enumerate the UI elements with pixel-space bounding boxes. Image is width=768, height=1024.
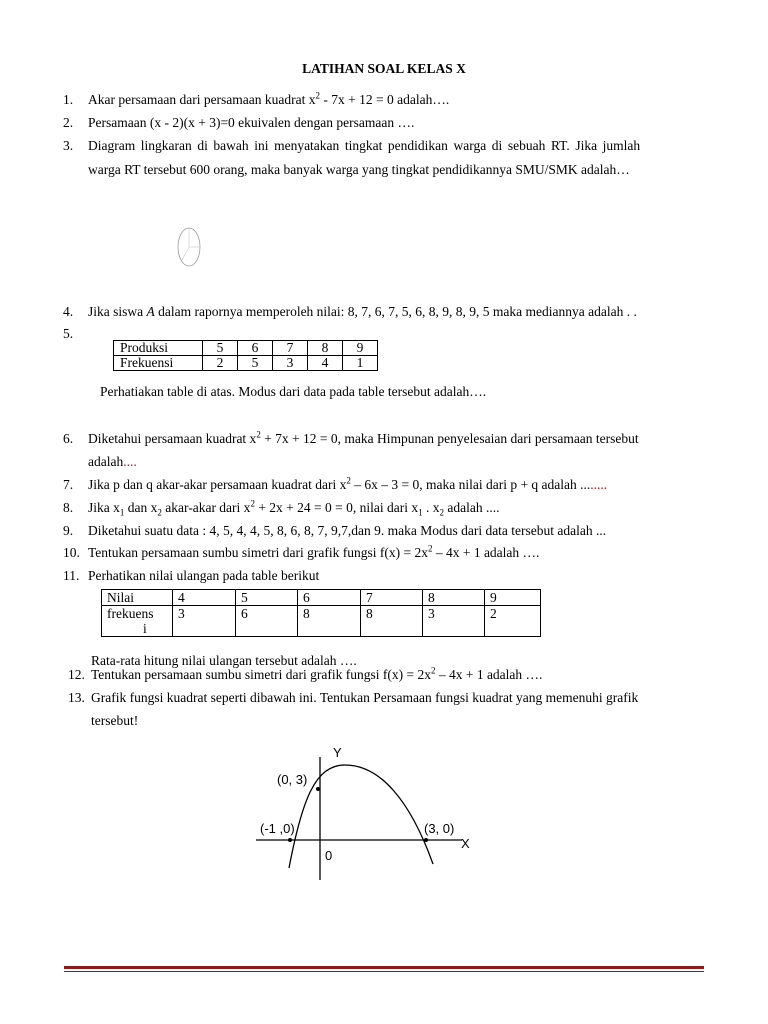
point-marker — [316, 787, 320, 791]
q10-text: Tentukan persamaan sumbu simetri dari grafik fungsi $f(x) = 2x^2 - 4x + 1$ adalah …. — [88, 543, 540, 560]
q1-number: 1. — [63, 92, 74, 107]
table-cell: 6 — [238, 341, 273, 356]
table-header-cell: Produksi — [114, 341, 203, 356]
q5-note: Perhatiakan table di atas. Modus dari data pada table tersebut adalah…. — [100, 384, 487, 399]
table-cell: 1 — [343, 356, 378, 371]
table-cell: 8 — [308, 341, 343, 356]
table-row — [114, 341, 378, 356]
point-marker — [424, 838, 428, 842]
table-header-cell: Nilai — [102, 590, 173, 606]
q3-line1: Diagram lingkaran di bawah ini menyatakan tingkat pendidikan warga di sebuah RT. Jika jumlah — [88, 138, 641, 153]
table-cell: 4 — [173, 590, 236, 606]
table-cell: 6 — [298, 590, 361, 606]
q4-number: 4. — [63, 304, 74, 319]
table-cell: 3 — [273, 356, 308, 371]
table-cell: 8 — [298, 606, 361, 637]
table-cell: 9 — [485, 590, 541, 606]
q11-number: 11. — [63, 568, 80, 583]
q3-line2: warga RT tersebut 600 orang, maka banyak warga yang tingkat pendidikannya SMU/SMK adalah… — [88, 162, 630, 177]
table-cell: 3 — [423, 606, 485, 637]
table-row — [114, 356, 378, 371]
table-cell: 8 — [423, 590, 485, 606]
point-label: (3, 0) — [424, 821, 455, 836]
q13-line1: Grafik fungsi kuadrat seperti dibawah ini. Tentukan Persamaan fungsi kuadrat yang memenuhi grafik — [91, 690, 639, 705]
q13-number: 13. — [68, 690, 85, 705]
table-header-cell: Frekuensi — [114, 356, 203, 371]
q11-text: Perhatikan nilai ulangan pada table berikut — [88, 568, 320, 583]
q9-number: 9. — [63, 523, 74, 538]
point-label: (-1 ,0) — [260, 821, 295, 836]
y-axis-label: Y — [333, 745, 342, 760]
table-cell: 8 — [361, 606, 423, 637]
table-cell: 5 — [238, 356, 273, 371]
table-cell: 7 — [273, 341, 308, 356]
q11-note: Rata-rata hitung nilai ulangan tersebut adalah …. — [91, 653, 357, 668]
q7-number: 7. — [63, 477, 74, 492]
table-cell: 4 — [308, 356, 343, 371]
table-cell: 2 — [485, 606, 541, 637]
q12-text: Tentukan persamaan sumbu simetri dari grafik fungsi $f(x) = 2x^2 - 4x + 1$ adalah …. — [91, 665, 543, 682]
table-cell: 2 — [203, 356, 238, 371]
footer-rule — [64, 966, 704, 969]
q2-number: 2. — [63, 115, 74, 130]
q12-number: 12. — [68, 667, 85, 682]
q4-text: Jika siswa A dalam rapornya memperoleh nilai: 8, 7, 6, 7, 5, 6, 8, 9, 8, 9, 5 maka mediannya adalah . . — [88, 304, 637, 319]
table-header-cell: frekuens i — [102, 606, 173, 637]
q7-text: Jika p dan q akar-akar persamaan kuadrat dari $x^2 - 6x - 3 = 0$, maka nilai dari p + q adalah ........ — [88, 475, 608, 492]
parabola-graph — [250, 740, 480, 885]
q1-text: Akar persamaan dari persamaan kuadrat $x^2 - 7x + 12 = 0$ adalah…. — [88, 90, 450, 107]
x-axis-label: X — [461, 836, 470, 851]
q13-line2: tersebut! — [91, 713, 139, 728]
q6-line2: adalah.... — [88, 454, 137, 469]
q6-line1: Diketahui persamaan kuadrat $x^2 + 7x + 12 = 0$, maka Himpunan penyelesaian dari persamaan tersebut — [88, 429, 639, 446]
grades-table — [101, 589, 541, 637]
q2-text: Persamaan (x - 2)(x + 3)=0 ekuivalen dengan persamaan …. — [88, 115, 415, 130]
table-cell: 9 — [343, 341, 378, 356]
q5-number: 5. — [63, 326, 74, 341]
table-cell: 3 — [173, 606, 236, 637]
q8-number: 8. — [63, 500, 74, 515]
q8-text: Jika $x_1$ dan $x_2$ akar-akar dari $x^2 + 2x + 24 = 0 = 0$, nilai dari $x_1$ . $x_2$ adalah .... — [88, 498, 500, 518]
page-title: LATIHAN SOAL KELAS X — [302, 61, 466, 76]
table-cell: 5 — [236, 590, 298, 606]
origin-label: 0 — [325, 848, 333, 863]
table-row — [102, 606, 541, 637]
pie-chart-thumbnail — [176, 226, 204, 270]
table-cell: 7 — [361, 590, 423, 606]
table-row — [102, 590, 541, 606]
q3-number: 3. — [63, 138, 74, 153]
table-cell: 6 — [236, 606, 298, 637]
q6-number: 6. — [63, 431, 74, 446]
footer-rule-thin — [64, 971, 704, 972]
production-table — [113, 340, 378, 371]
table-cell: 5 — [203, 341, 238, 356]
parabola-curve — [289, 765, 433, 868]
point-marker — [288, 838, 292, 842]
q9-text: Diketahui suatu data : 4, 5, 4, 4, 5, 8, 6, 8, 7, 9,7,dan 9. maka Modus dari data tersebut adalah ... — [88, 523, 607, 538]
q10-number: 10. — [63, 545, 80, 560]
point-label: (0, 3) — [277, 772, 308, 787]
